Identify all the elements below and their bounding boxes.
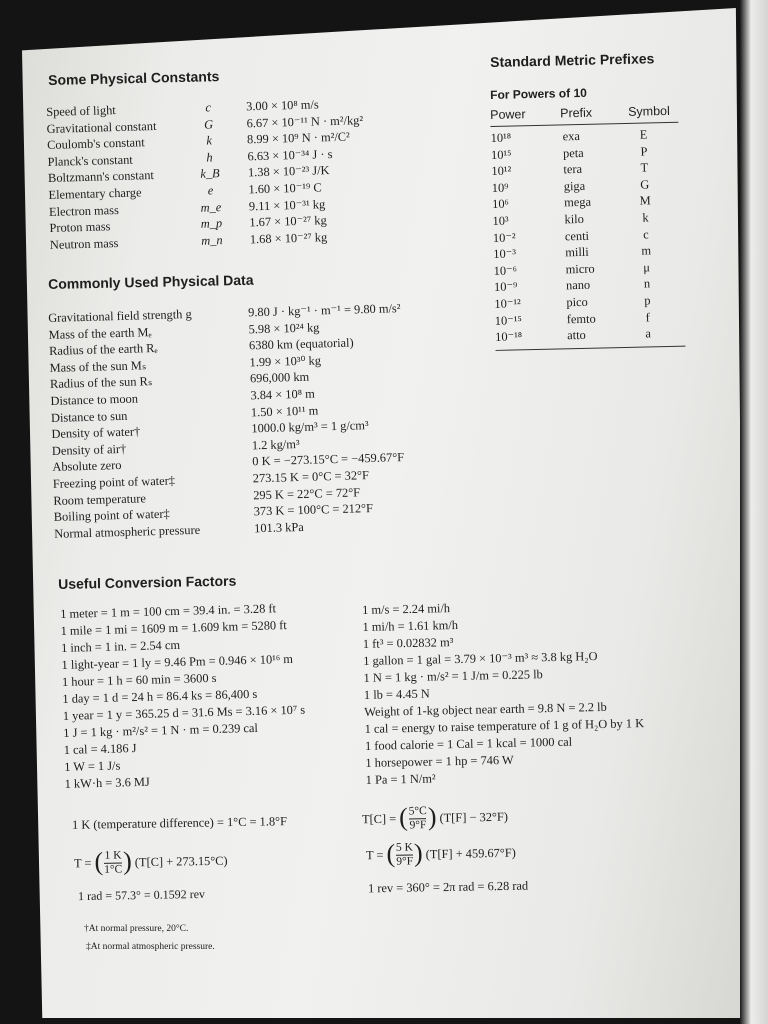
fraction-num: 5 K [395,840,414,854]
prefix-power: 10⁻¹² [494,296,521,311]
conversion-factor: 1 food calorie = 1 Cal = 1 kcal = 1000 cal [364,734,573,753]
data-name-cell: Distance to sun [50,408,128,425]
prefix-name: mega [564,195,592,210]
prefix-symbol: m [641,243,652,258]
conversion-factor: 1 cal = 4.186 J [63,741,137,757]
data-name-cell: Radius of the earth Rₑ [48,341,158,359]
prefix-symbol: μ [643,260,651,275]
formula-kelvin-c-lhs: T = [73,855,92,870]
prefix-symbol: G [640,177,650,192]
data-name-cell: Radius of the sun Rₛ [49,374,153,392]
conversion-factor: Weight of 1-kg object near earth = 9.8 N = 2.2 lb [364,699,607,719]
conversion-factor: 1 Pa = 1 N/m² [365,771,436,787]
prefix-symbol: E [639,127,648,142]
data-name-cell: Boiling point of water‡ [53,506,170,525]
fraction [409,805,427,832]
constant-symbol: h [206,150,213,165]
constant-symbol: k [206,133,213,148]
data-name-cell: Freezing point of water‡ [52,473,176,491]
constant-name: Proton mass [49,219,111,236]
constant-name: Boltzmann's constant [47,168,155,186]
constant-symbol: m_p [200,216,223,231]
footnote-ddagger: ‡At normal atmospheric pressure. [86,942,215,952]
conversion-factor: 1 inch = 1 in. = 2.54 cm [60,637,181,655]
conversions-title: Useful Conversion Factors [58,572,237,592]
prefix-name: atto [567,328,586,343]
formula-celsius [362,801,508,836]
prefix-name: kilo [564,211,584,227]
data-value-cell: 696,000 km [249,370,310,386]
formula-kelvin-f-lhs: T = [365,847,384,862]
prefixes-title: Standard Metric Prefixes [490,50,655,70]
constant-name: Electron mass [48,202,120,219]
constant-symbol: G [203,116,214,132]
formula-kelvin-f-rest: (T[F] + 459.67°F) [425,845,516,861]
conversion-factor: 1 m/s = 2.24 mi/h [362,601,451,617]
temp-difference: 1 K (temperature difference) = 1°C = 1.8°F [71,814,288,832]
constant-name: Planck's constant [47,152,133,169]
constant-value: 8.99 × 10⁹ N · m²/C² [246,129,350,147]
formula-kelvin-c [74,845,228,880]
conversion-factor: 1 meter = 1 m = 100 cm = 39.4 in. = 3.28 ft [60,601,277,621]
constants-title: Some Physical Constants [48,68,220,88]
prefixes-subtitle: For Powers of 10 [490,85,587,102]
prefix-power: 10⁻¹⁸ [495,329,523,345]
conversion-factor: 1 day = 1 d = 24 h = 86.4 ks = 86,400 s [62,686,258,706]
prefix-symbol: M [639,193,651,209]
conversion-factor: 1 horsepower = 1 hp = 746 W [365,752,514,770]
prefix-name: exa [562,128,581,144]
constant-value: 1.38 × 10⁻²³ J/K [247,163,330,180]
data-value-cell: 6380 km (equatorial) [248,335,354,353]
constant-value: 1.60 × 10⁻¹⁹ C [248,180,322,197]
paren-right: ) [122,846,133,876]
conversion-factor: 1 light-year = 1 ly = 9.46 Pm = 0.946 × 10¹⁶ m [61,651,294,672]
conversion-factor: 1 gallon = 1 gal = 3.79 × 10⁻³ m³ ≈ 3.8 kg H₂O [363,649,598,668]
data-name-cell: Density of air† [51,441,127,458]
prefix-symbol: f [645,309,651,325]
formula-kelvin-c-rest: (T[C] + 273.15°C) [134,853,228,869]
data-name-cell: Gravitational field strength g [48,306,192,325]
constant-symbol: e [207,183,214,198]
prefix-power: 10⁻¹⁵ [494,312,522,328]
prefix-power: 10⁻² [492,230,516,245]
prefix-name: giga [563,178,586,194]
data-value-cell: 1.99 × 10³⁰ kg [249,353,322,370]
data-name-cell: Normal atmospheric pressure [54,522,201,541]
prefix-symbol: P [640,144,648,159]
prefix-power: 10³ [492,213,509,228]
prefix-power: 10¹⁸ [490,130,512,145]
data-value-cell: 373 K = 100°C = 212°F [253,501,374,519]
data-value-cell: 3.84 × 10⁸ m [250,386,315,403]
data-name-cell: Distance to moon [50,391,139,408]
conversion-factor: 1 year = 1 y = 365.25 d = 31.6 Ms = 3.16 × 10⁷ s [62,702,306,723]
prefix-name: peta [562,145,584,160]
conversion-factor: 1 cal = energy to raise temperature of 1 g of H₂O by 1 K [364,716,645,736]
formula-celsius-lhs: T[C] = [361,811,397,826]
data-name-cell: Room temperature [53,490,147,508]
data-value-cell: 5.98 × 10²⁴ kg [248,320,320,336]
constant-value: 6.67 × 10⁻¹¹ N · m²/kg² [246,112,364,130]
revolution-conversion: 1 rev = 360° = 2π rad = 6.28 rad [367,878,529,896]
fraction-num: 1 K [104,849,122,862]
conversion-factor: 1 ft³ = 0.02832 m³ [362,635,454,651]
constant-value: 6.63 × 10⁻³⁴ J · s [247,146,333,164]
data-name-cell: Mass of the sun Mₛ [49,358,147,375]
conversion-factor: 1 lb = 4.45 N [363,686,430,702]
prefix-symbol: n [643,276,651,291]
prefix-name: pico [566,294,588,310]
header-power: Power [490,107,526,122]
constant-value: 1.67 × 10⁻²⁷ kg [249,213,327,230]
data-value-cell: 101.3 kPa [253,519,304,536]
prefix-name: nano [565,278,591,293]
data-name-cell: Density of water† [51,424,141,442]
fraction-den: 1°C [104,863,123,876]
paren-left: ( [94,846,104,876]
header-symbol: Symbol [627,103,670,119]
prefix-name: milli [565,244,589,260]
prefix-power: 10⁻⁶ [493,263,518,278]
constant-symbol: m_e [200,199,222,215]
prefix-power: 10¹⁵ [490,147,512,162]
prefix-name: micro [565,261,595,277]
prefix-power: 10⁻³ [493,246,517,262]
data-name-cell: Mass of the earth Mₑ [48,324,152,342]
data-value-cell: 1.2 kg/m³ [251,436,300,453]
footnote-dagger: †At normal pressure, 20°C. [84,924,189,934]
prefix-symbol: p [644,293,651,308]
prefix-name: femto [566,311,596,326]
constant-value: 3.00 × 10⁸ m/s [245,97,319,114]
conversion-factor: 1 kW·h = 3.6 MJ [64,774,150,791]
constant-name: Speed of light [46,103,116,119]
data-value-cell: 1.50 × 10¹¹ m [250,403,319,419]
conversion-factor: 1 J = 1 kg · m²/s² = 1 N · m = 0.239 cal [63,720,259,740]
prefix-power: 10¹² [491,163,512,179]
prefix-name: centi [564,228,590,243]
conversions-left [60,598,365,793]
paren-left: ( [398,802,409,832]
constant-value: 1.68 × 10⁻²⁷ kg [249,229,328,247]
conversions-right [362,595,696,789]
prefix-symbol: T [640,160,649,175]
constant-symbol: c [205,100,212,115]
paren-left: ( [386,838,396,868]
formula-kelvin-f [366,837,516,872]
prefix-name: tera [563,162,583,177]
paren-right: ) [427,801,437,832]
prefix-power: 10⁶ [492,196,510,212]
constant-symbol: k_B [200,166,220,182]
prefix-power: 10⁻⁹ [493,279,518,295]
prefix-power: 10⁹ [491,180,509,195]
data-name-cell: Absolute zero [52,458,122,475]
constant-value: 9.11 × 10⁻³¹ kg [248,196,326,213]
conversion-factor: 1 W = 1 J/s [64,758,121,774]
fraction-den: 9°F [409,818,427,831]
data-value-cell: 0 K = −273.15°C = −459.67°F [252,450,405,469]
data-value-cell: 1000.0 kg/m³ = 1 g/cm³ [251,418,369,436]
constant-name: Elementary charge [48,185,142,202]
constant-name: Coulomb's constant [46,135,145,153]
prefix-symbol: a [645,326,652,341]
constant-name: Neutron mass [49,235,119,252]
conversion-factor: 1 mi/h = 1.61 km/h [362,617,459,634]
fraction-den: 9°F [396,854,414,868]
paren-right: ) [413,838,423,868]
fraction [396,841,413,868]
data-title: Commonly Used Physical Data [48,271,254,292]
fraction [104,849,122,876]
data-value-cell: 273.15 K = 0°C = 32°F [252,468,370,486]
data-value-cell: 295 K = 22°C = 72°F [253,484,361,502]
fraction-num: 5°C [408,804,427,817]
radian-conversion: 1 rad = 57.3° = 0.1592 rev [77,886,206,904]
conversion-factor: 1 mile = 1 mi = 1609 m = 1.609 km = 5280 ft [60,618,287,638]
formula-celsius-rest: (T[F] − 32°F) [439,809,509,825]
prefix-symbol: k [642,210,649,225]
prefix-symbol: c [642,226,649,242]
data-value-cell: 9.80 J · kg⁻¹ · m⁻¹ = 9.80 m/s² [247,301,401,320]
constant-symbol: m_n [201,232,223,248]
conversion-factor: 1 hour = 1 h = 60 min = 3600 s [61,670,217,689]
header-prefix: Prefix [559,105,593,121]
paper-edge [740,0,768,1024]
constant-name: Gravitational constant [46,118,157,136]
conversion-factor: 1 N = 1 kg · m/s² = 1 J/m = 0.225 lb [363,667,543,685]
